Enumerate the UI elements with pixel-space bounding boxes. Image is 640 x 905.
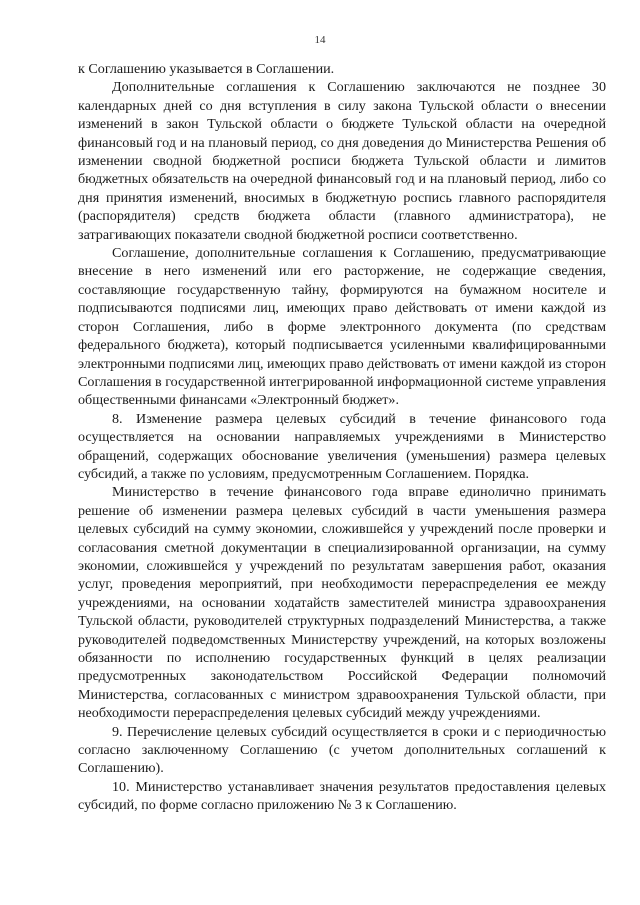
- document-body: [78, 60, 606, 815]
- paragraph-additional-agreements: Дополнительные соглашения к Соглашению заключаются не позднее 30 календарных дней со дня вступления в силу закона Тульской области о внесении изменений в закон Тульской области о бюджете Тульской области на очередной финансовый год и на плановый период, со дня доведения до Министерства Решения об изменении сводной бюджетной росписи бюджета Тульской области и лимитов бюджетных обязательств на очередной финансовый год и на плановый период, либо со дня принятия изменений, вносимых в бюджетную роспись главного распорядителя (распорядителя) средств бюджета области (главного администратора), не затрагивающих показатели сводной бюджетной росписи соответственно.: [78, 79, 606, 243]
- paragraph-item-10: 10. Министерство устанавливает значения результатов предоставления целевых субсидий, по форме согласно приложению № 3 к Соглашению.: [78, 778, 606, 814]
- page-number: 14: [314, 34, 326, 46]
- paragraph-item-8: 8. Изменение размера целевых субсидий в течение финансового года осуществляется на основании направляемых учреждениями в Министерство обращений, содержащих обоснование увеличения (уменьшения) размера целевых субсидий, а также по условиям, предусмотренным Соглашением. Порядка.: [78, 410, 606, 482]
- paragraph-ministry-decision: Министерство в течение финансового года вправе единолично принимать решение об изменении размера целевых субсидий в части уменьшения размера целевых субсидий на сумму экономии, сложившейся у учреждений после проверки и согласования сметной документации в специализированной организации, на сумму экономии, сложившейся у учреждений по результатам завершения работ, оказания услуг, проведения мероприятий, при необходимости перераспределения ее между учреждениями, на основании ходатайств заместителей министра здравоохранения Тульской области, руководителей структурных подразделений Министерства, а также руководителей подведомственных Министерству учреждений, на которых возложены обязанности по исполнению государственных функций в целях реализации предусмотренных законодательством Российской Федерации полномочий Министерства, согласованных с министром здравоохранения Тульской области, при необходимости перераспределения целевых субсидий между учреждениями.: [78, 484, 606, 722]
- paragraph-item-9: 9. Перечисление целевых субсидий осуществляется в сроки и с периодичностью согласно заключенному Соглашению (с учетом дополнительных соглашений к Соглашению).: [78, 723, 606, 777]
- paragraph-continuation: к Соглашению указывается в Соглашении.: [78, 61, 335, 77]
- paragraph-agreement-form: Соглашение, дополнительные соглашения к Соглашению, предусматривающие внесение в него изменений или его расторжение, не содержащие сведения, составляющие государственную тайну, формируются на бумажном носителе и подписываются подписями лиц, имеющих право действовать от имени каждой из сторон Соглашения, либо в форме электронного документа (по средствам федерального бюджета), который подписывается усиленными квалифицированными электронными подписями лиц, имеющих право действовать от имени каждой из сторон Соглашения в государственной интегрированной информационной системе управления общественными финансами «Электронный бюджет».: [78, 245, 606, 409]
